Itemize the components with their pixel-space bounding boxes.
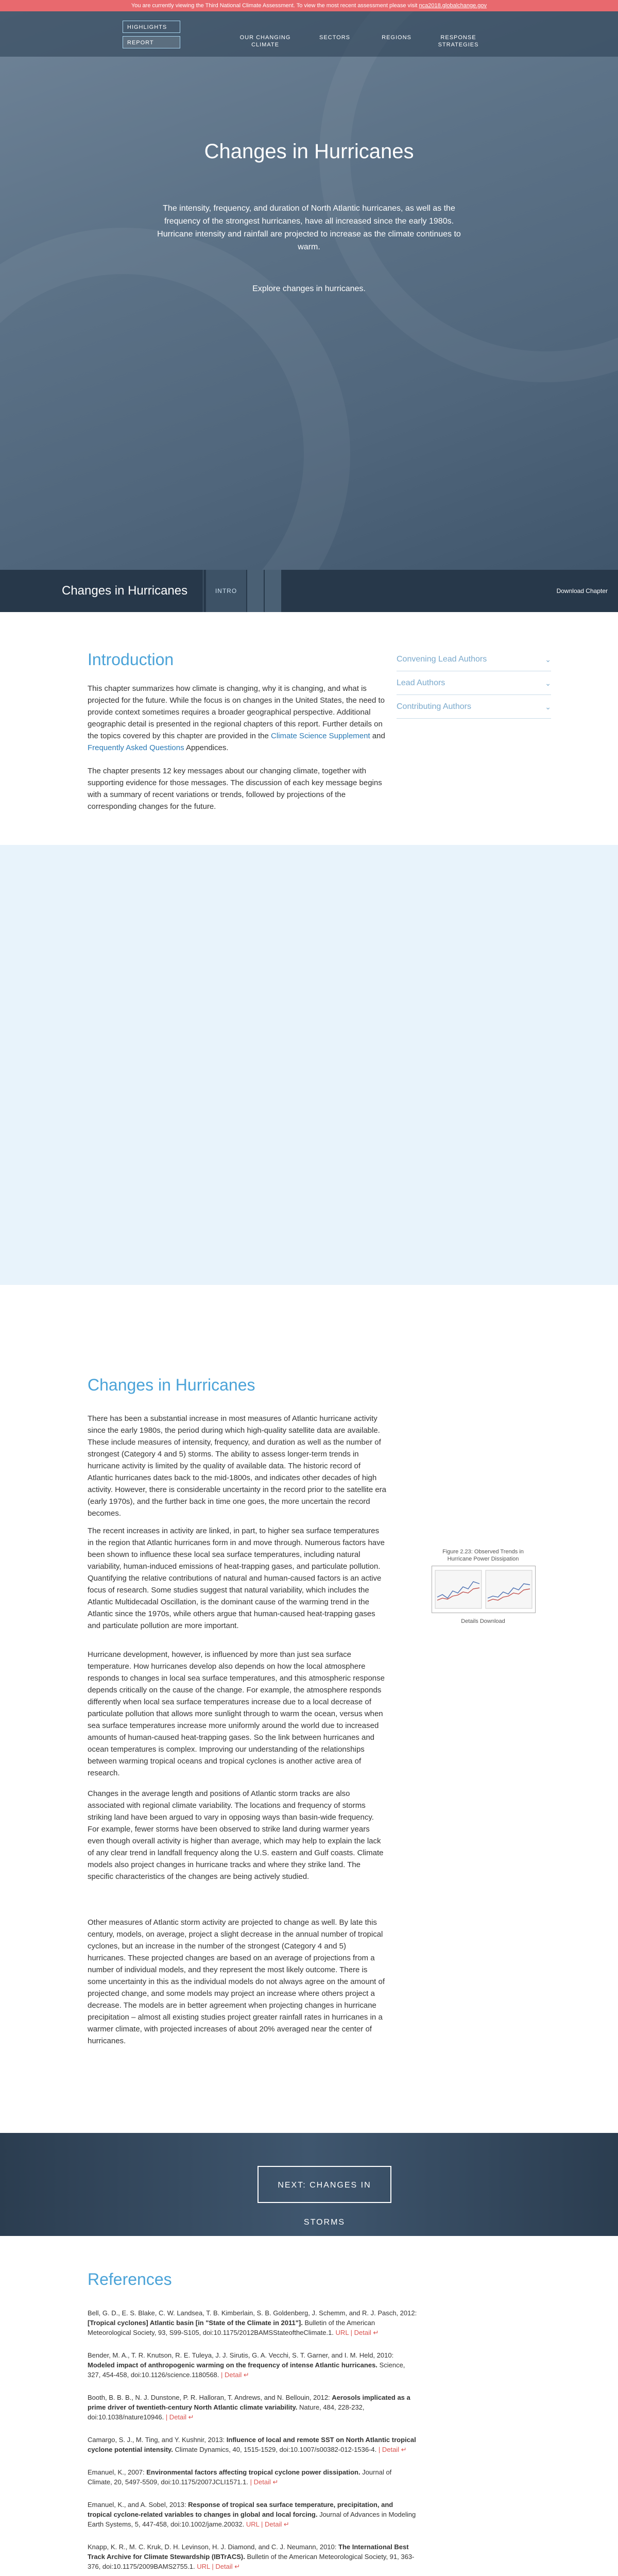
storm-swirl-graphic [0,228,350,570]
reference-item [88,2500,417,2529]
intro-paragraph [88,683,386,754]
reference-links[interactable]: URL | Detail ↵ [197,2563,241,2570]
chapter-title: Changes in Hurricanes [62,570,203,612]
highlights-button[interactable]: HIGHLIGHTS [123,21,180,33]
reference-source: Journal of Advances in Modeling Earth Systems, 5, 447-458, doi:10.1002/jame.20032. [88,2511,416,2528]
reference-title: Modeled impact of anthropogenic warming on the frequency of intense Atlantic hurricanes. [88,2361,377,2369]
reference-authors: Bender, M. A., T. R. Knutson, R. E. Tuleya, J. J. Sirutis, G. A. Vecchi, S. T. Garner, and I. M. Held, 2010: [88,2351,394,2359]
chevron-down-icon: ⌄ [545,703,551,711]
trend-chart-thumbnail [432,1566,535,1613]
top-navigation [0,11,618,57]
reference-links[interactable]: | Detail ↵ [250,2478,279,2486]
sidebar-label: Contributing Authors [397,702,471,711]
nav-regions[interactable]: REGIONS [382,35,411,41]
intro-text: Appendices. [185,743,229,752]
reference-source: Bulletin of the American Meteorological Society, 93, S99-S105, doi:10.1175/2012BAMSStateoftheClimate.1. [88,2319,375,2336]
reference-item [88,2350,417,2380]
report-button[interactable]: REPORT [123,36,180,48]
reference-item [88,2308,417,2337]
references-list [88,2308,417,2576]
reference-authors: Emanuel, K., and A. Sobel, 2013: [88,2501,186,2509]
body-paragraph: The recent increases in activity are linked, in part, to higher sea surface temperatures in the region that Atlantic hurricanes form in and move through. Numerous factors have been shown to influence these local sea surface temperatures, including natural variability, human-induced emissions of heat-trapping gases, and particulate pollution. Quantifying the relative contributions of natural and human-caused factors is an active focus of research. Some studies suggest that natural variability, which includes the Atlantic Multidecadal Oscillation, is the dominant cause of the warming trend in the Atlantic since the 1970s, while others argue that human-caused heat-trapping gases and particulate pollution are more important. [88,1527,385,1630]
reference-source: Journal of Climate, 20, 5497-5509, doi:10.1175/2007JCLI1571.1. [88,2468,392,2486]
figure-caption[interactable]: Figure 2.23: Observed Trends in Hurricane Power Dissipation [442,1549,524,1562]
section-title: Changes in Hurricanes [88,1376,255,1394]
figure [432,1548,535,1624]
key-message-band [0,845,618,1285]
nav-label: STRATEGIES [438,42,479,48]
intro-paragraph: The chapter presents 12 key messages about our changing climate, together with supporting evidence for those messages. The discussion of each key message begins with a summary of recent variations or trends, followed by projections of the corresponding changes for the future. [88,767,382,811]
reference-item [88,2542,417,2571]
chevron-down-icon: ⌄ [545,679,551,687]
reference-source: Science, 327, 454-458, doi:10.1126/science.1180568. [88,2361,405,2379]
reference-title: Environmental factors affecting tropical cyclone power dissipation. [146,2468,360,2476]
hero-section [0,11,618,570]
contributing-authors-toggle[interactable] [397,696,551,719]
chapter-bar [0,570,618,612]
body-paragraph: There has been a substantial increase in most measures of Atlantic hurricane activity since the early 1980s, the period during which high-quality satellite data are available. These include measures of intensity, frequency, and duration as well as the number of strongest (Category 4 and 5) storms. The ability to assess longer-term trends in hurricane activity is limited by the quality of available data. The historic record of Atlantic hurricanes dates back to the mid-1800s, and indicates other decades of high activity. However, there is considerable uncertainty in the record prior to the satellite era (early 1970s), and the further back in time one goes, the more uncertain the record becomes. [88,1414,387,1518]
reference-authors: Booth, B. B. B., N. J. Dunstone, P. R. Halloran, T. Andrews, and N. Bellouin, 2012: [88,2394,330,2401]
storm-swirl-graphic [319,11,618,382]
reference-item [88,2435,417,2454]
reference-source: Bulletin of the American Meteorological Society, 91, 363-376, doi:10.1175/2009BAMS2755.1. [88,2553,415,2570]
notice-text: You are currently viewing the Third National Climate Assessment. To view the most recent assessment please visit [131,3,418,9]
references-title: References [88,2270,172,2289]
nav-sectors[interactable]: SECTORS [319,35,350,41]
climate-science-supplement-link[interactable]: Climate Science Supplement [271,732,370,740]
next-section-band [0,2133,618,2236]
reference-authors: Camargo, S. J., M. Ting, and Y. Kushnir, 2013: [88,2436,225,2444]
reference-authors: Knapp, K. R., M. C. Kruk, D. H. Levinson, H. J. Diamond, and C. J. Neumann, 2010: [88,2543,337,2551]
reference-source: Climate Dynamics, 40, 1515-1529, doi:10.1007/s00382-012-1536-4. [175,2446,377,2453]
notice-banner [0,0,618,11]
reference-source: Nature, 484, 228-232, doi:10.1038/nature10946. [88,2403,365,2421]
chapter-section-tab[interactable] [247,570,264,612]
reference-links[interactable]: URL | Detail ↵ [246,2520,289,2528]
reference-title: Aerosols implicated as a prime driver of twentieth-century North Atlantic climate variability. [88,2394,410,2411]
chevron-down-icon: ⌄ [545,655,551,664]
sidebar-label: Lead Authors [397,679,445,687]
intro-text: This chapter summarizes how climate is changing, why it is changing, and what is projected for the future. While the focus is on changes in the United States, the need to provide context sometimes requires a broader geographical perspective. Additional geographic detail is presented in the regional chapters of this report. Further details on the topics covered by this chapter are provided in the [88,684,385,740]
convening-lead-authors-toggle[interactable] [397,648,551,671]
faq-link[interactable]: Frequently Asked Questions [88,743,184,752]
notice-link[interactable]: nca2018.globalchange.gov [419,3,487,9]
nav-response-strategies[interactable] [433,34,484,48]
reference-authors: Bell, G. D., E. S. Blake, C. W. Landsea, T. B. Kimberlain, S. B. Goldenberg, J. Schemm, and R. J. Pasch, 2012: [88,2309,417,2317]
body-paragraph: Other measures of Atlantic storm activity are projected to change as well. By late this century, models, on average, project a slight decrease in the annual number of tropical cyclones, but an increase in the number of the strongest (Category 4 and 5) hurricanes. These projected changes are based on an average of projections from a number of individual models, and they represent the most likely outcome. There is some uncertainty in this as the individual models do not always agree on the amount of projected change, and some models may project an increase where others project a decrease. The models are in better agreement when projecting changes in hurricane precipitation – almost all existing studies project greater rainfall rates in hurricanes in a warmer climate, with projected increases of about 20% averaged near the center of hurricanes. [88,1918,385,2045]
sidebar-label: Convening Lead Authors [397,655,487,664]
body-paragraph: Hurricane development, however, is influenced by more than just sea surface temperature. How hurricanes develop also depends on how the local atmosphere responds to changes in local sea surface temperatures, and this atmospheric response depends critically on the cause of the change. For example, the atmosphere responds differently when local sea surface temperatures increase due to a local decrease of particulate pollution that allows more sunlight through to warm the ocean, versus when sea surface temperatures increase more uniformly around the world due to increased amounts of human-caused heat-trapping gases. So the link between hurricanes and ocean temperatures is complex. Improving our understanding of the relationships between warming tropical oceans and tropical cyclones is another active area of research. [88,1650,385,1777]
next-changes-in-storms-button[interactable]: NEXT: CHANGES IN STORMS [258,2166,391,2203]
reference-links[interactable]: | Detail ↵ [378,2446,407,2453]
nav-label: RESPONSE [440,35,476,41]
nav-our-changing-climate[interactable] [237,34,294,48]
reference-links[interactable]: | Detail ↵ [165,2413,194,2421]
nav-label: OUR CHANGING [239,35,291,41]
reference-title: [Tropical cyclones] Atlantic basin [in "State of the Climate in 2011"]. [88,2319,303,2327]
hero-subtitle: The intensity, frequency, and duration of North Atlantic hurricanes, as well as the frequency of the strongest hurricanes, have all increased since the early 1980s. Hurricane intensity and rainfall are projected to increase as the climate continues to warm. [157,204,461,251]
figure-thumbnail[interactable] [432,1566,536,1613]
chapter-section-tab[interactable] [265,570,281,612]
intro-text: and [372,732,385,740]
figure-download-link[interactable]: Details Download [461,1618,505,1624]
reference-links[interactable]: | Detail ↵ [221,2371,249,2379]
reference-item [88,2393,417,2422]
reference-links[interactable]: URL | Detail ↵ [335,2329,379,2336]
chapter-intro-tab[interactable]: INTRO [206,570,246,612]
reference-title: Response of tropical sea surface temperature, precipitation, and tropical cyclone-related variables to changes in global and local forcing. [88,2501,393,2518]
body-paragraph: Changes in the average length and positions of Atlantic storm tracks are also associated with regional climate variability. The locations and frequency of storms striking land have been argued to vary in opposing ways than basin-wide frequency. For example, fewer storms have been observed to strike land during warmer years even though overall activity is higher than average, which may help to explain the lack of any clear trend in landfall frequency along the U.S. eastern and Gulf coasts. Climate models also project changes in hurricane tracks and where they strike land. The specific characteristics of the changes are being actively studied. [88,1789,384,1881]
reference-title: Influence of local and remote SST on North Atlantic tropical cyclone potential intensity. [88,2436,416,2453]
nav-label: CLIMATE [251,42,279,48]
reference-authors: Emanuel, K., 2007: [88,2468,145,2476]
hero-title: Changes in Hurricanes [204,140,414,163]
explore-link[interactable]: Explore changes in hurricanes. [252,284,366,293]
reference-title: The International Best Track Archive for Climate Stewardship (IBTrACS). [88,2543,409,2561]
intro-title: Introduction [88,650,174,669]
reference-item [88,2467,417,2487]
lead-authors-toggle[interactable] [397,672,551,695]
download-chapter-link[interactable]: Download Chapter [556,587,608,595]
